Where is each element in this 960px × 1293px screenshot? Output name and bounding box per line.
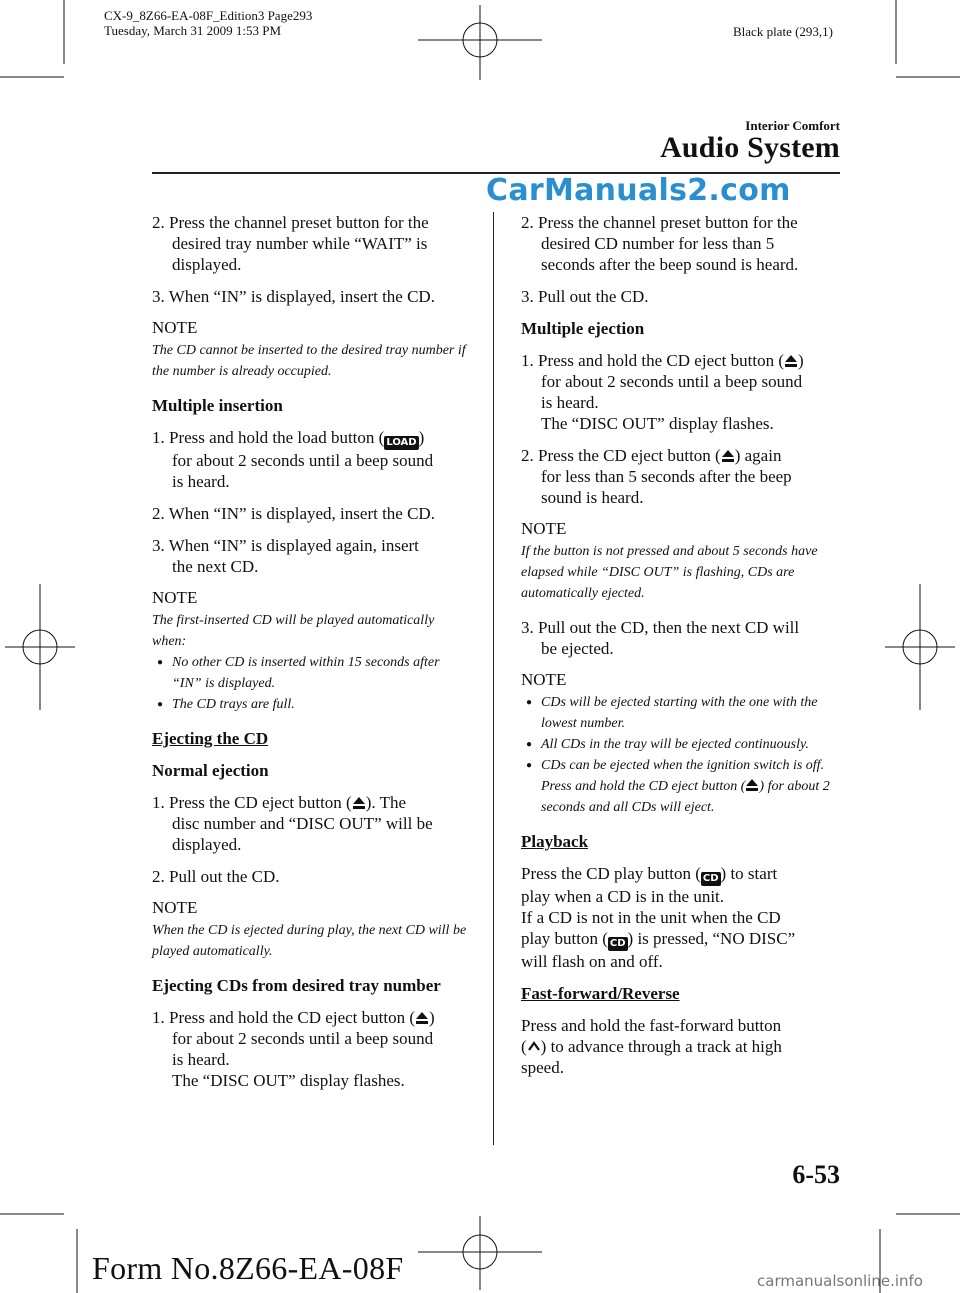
bullet-icon: ● — [526, 739, 533, 750]
note-text: When the CD is ejected during play, the next CD will be played automatically. — [152, 923, 467, 959]
watermark-logo: CarManuals2.com — [486, 173, 791, 208]
note-heading: NOTE — [152, 318, 198, 337]
eject-icon — [784, 353, 798, 368]
mi-step-3: 3. When “IN” is displayed again, insert the next CD. — [152, 536, 419, 576]
step-2: 2. Press the channel preset button for the desired tray number while “WAIT” is displayed. — [152, 213, 429, 274]
eject-icon — [415, 1010, 429, 1025]
note-1 — [152, 318, 472, 382]
note-text: If the button is not pressed and about 5 seconds have elapsed while “DISC OUT” is flashing, CDs are automatically ejected. — [521, 544, 818, 601]
page-title: Audio System — [660, 131, 840, 164]
file-info — [104, 8, 312, 38]
plate-label: Black plate (293,1) — [733, 24, 833, 39]
section-label: Interior Comfort — [745, 118, 840, 133]
normal-ejection-heading: Normal ejection — [152, 761, 269, 780]
step-3-right: 3. Pull out the CD. — [521, 287, 649, 306]
mi-step-2: 2. When “IN” is displayed, insert the CD. — [152, 504, 435, 523]
ejecting-heading: Ejecting the CD — [152, 729, 269, 748]
note-bullet: ● CDs will be ejected starting with the one with the lowest number. — [521, 692, 841, 734]
note-heading: NOTE — [152, 588, 198, 607]
me-step-1: 1. Press and hold the CD eject button ( ) for about 2 seconds until a beep sound is heard. The “DISC OUT” display flashes. — [521, 351, 804, 433]
mi-step-1: 1. Press and hold the load button ( LOAD ) for about 2 seconds until a beep sound is heard. — [152, 428, 434, 491]
te-step-1: 1. Press and hold the CD eject button ( ) for about 2 seconds until a beep sound is heard. The “DISC OUT” display flashes. — [152, 1008, 435, 1090]
me-step-3: 3. Pull out the CD, then the next CD will be ejected. — [521, 618, 800, 658]
note-heading: NOTE — [152, 898, 198, 917]
step-2-right: 2. Press the channel preset button for the desired CD number for less than 5 seconds after the beep sound is heard. — [521, 213, 799, 274]
eject-icon — [352, 795, 366, 810]
footer-site: carmanualsonline.info — [757, 1272, 923, 1290]
playback-heading: Playback — [521, 832, 589, 851]
fast-forward-heading: Fast-forward/Reverse — [521, 984, 680, 1003]
note-heading: NOTE — [521, 670, 567, 689]
cd-icon: CD — [702, 873, 719, 884]
left-column — [152, 212, 472, 1102]
cd-icon: CD — [609, 938, 626, 949]
me-step-2: 2. Press the CD eject button ( ) again for less than 5 seconds after the beep sound is heard. — [521, 446, 792, 507]
note-5 — [521, 670, 841, 818]
note-heading: NOTE — [521, 519, 567, 538]
note-bullet: ● The CD trays are full. — [152, 694, 472, 715]
note-text: The first-inserted CD will be played automatically when: — [152, 613, 435, 649]
form-number: Form No.8Z66-EA-08F — [92, 1250, 404, 1286]
note-bullet: ● CDs can be ejected when the ignition switch is off. Press and hold the CD eject button ( ) for about 2 seconds and all CDs will eject. — [521, 755, 841, 818]
note-bullet: ● All CDs in the tray will be ejected continuously. — [521, 734, 841, 755]
multiple-ejection-heading: Multiple ejection — [521, 319, 645, 338]
multiple-insertion-heading: Multiple insertion — [152, 396, 283, 415]
tray-ejection-heading: Ejecting CDs from desired tray number — [152, 976, 441, 995]
file-name: CX-9_8Z66-EA-08F_Edition3 Page293 — [104, 8, 313, 23]
step-3: 3. When “IN” is displayed, insert the CD. — [152, 287, 435, 306]
bullet-icon: ● — [526, 697, 533, 708]
ne-step-1: 1. Press the CD eject button ( ). The disc number and “DISC OUT” will be displayed. — [152, 793, 433, 854]
note-2 — [152, 588, 472, 715]
bullet-icon: ● — [157, 657, 164, 668]
right-column — [521, 212, 841, 1089]
playback-text-1: Press the CD play button ( CD ) to start play when a CD is in the unit. If a CD is not in the unit when the CD play button ( CD ) is pressed, “NO DISC” will flash on and off. — [521, 864, 796, 971]
note-4 — [521, 519, 841, 604]
bullet-icon: ● — [526, 760, 533, 771]
eject-icon — [745, 777, 759, 792]
ne-step-2: 2. Pull out the CD. — [152, 867, 280, 886]
page-number: 6-53 — [792, 1160, 840, 1189]
load-icon: LOAD — [386, 437, 417, 448]
note-bullet: ● No other CD is inserted within 15 seconds after “IN” is displayed. — [152, 652, 472, 694]
bullet-icon: ● — [157, 699, 164, 710]
up-chevron-icon — [527, 1039, 541, 1054]
column-divider — [493, 212, 494, 1145]
note-text: The CD cannot be inserted to the desired tray number if the number is already occupied. — [152, 343, 466, 379]
file-timestamp: Tuesday, March 31 2009 1:53 PM — [104, 23, 282, 38]
fast-forward-text: Press and hold the fast-forward button ( ) to advance through a track at high speed. — [521, 1016, 782, 1077]
note-3 — [152, 898, 472, 962]
eject-icon — [721, 448, 735, 463]
